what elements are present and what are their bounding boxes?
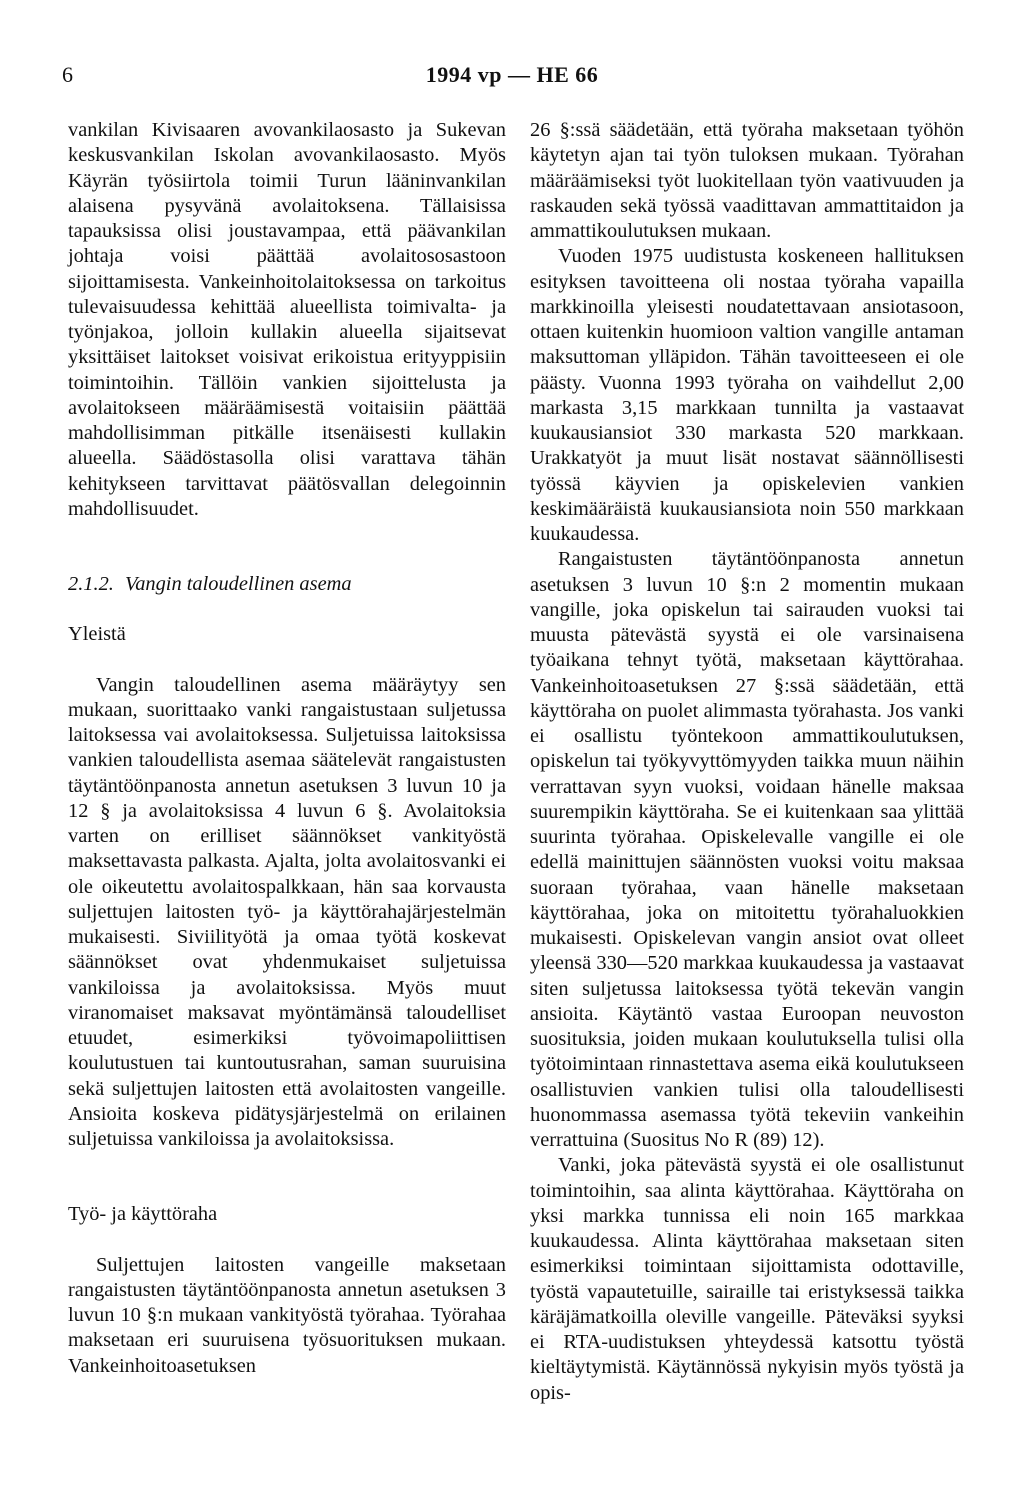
- paragraph-right-1: 26 §:ssä säädetään, että työraha maksetaan työhön käytetyn ajan tai työn tuloksen mukaan. Työrahan määräämiseksi työt luokitellaan työn vaativuuden ja raskauden sekä työssä vaadittavan ammattitaidon ja ammattikoulutuksen mukaan.: [530, 119, 964, 242]
- subheading-yleista: Yleistä: [68, 623, 126, 646]
- section-number: 2.1.2.: [68, 573, 114, 595]
- section-title: Vangin taloudellinen asema: [125, 573, 352, 595]
- paragraph-left-2: Vangin taloudellinen asema määräytyy sen mukaan, suorittaako vanki rangaistustaan suljetussa laitoksessa vai avolaitoksessa. Suljetuissa laitoksissa vankien taloudellista asemaa säätelevät rangaistusten täytäntöönpanosta annetun asetuksen 3 luvun 10 ja 12 § ja avolaitoksissa 4 luvun 6 §. Avolaitoksia varten on erilliset säännökset vankityöstä maksettavasta palkasta. Ajalta, jolta avolaitosvanki ei ole oikeutettu avolaitospalkkaan, hän saa korvausta suljettujen laitosten työ- ja käyttörahajärjestelmän mukaisesti. Siviilityötä ja omaa työtä koskevat säännökset ovat yhdenmukaiset suljetuissa vankiloissa ja avolaitoksissa. Myös muut viranomaiset maksavat myöntämänsä taloudelliset etuudet, esimerkiksi työvoimapoliittisen koulutustuen tai kuntoutusrahan, saman suuruisina sekä suljettujen laitosten että avolaitosten vangeille. Ansioita koskeva pidätysjärjestelmä on erilainen suljetuissa vankiloissa ja avolaitoksissa.: [68, 673, 506, 1150]
- paragraph-right-2: Vuoden 1975 uudistusta koskeneen hallituksen esityksen tavoitteena oli nostaa työraha vapailla markkinoilla yleisesti noudatettavaan ansiotasoon, ottaen kuitenkin huomioon valtion vangille antaman maksuttoman ylläpidon. Tähän tavoitteeseen ei ole päästy. Vuonna 1993 työraha on vaihdellut 2,00 markasta 3,15 markkaan tunnilta ja vastaavat kuukausiansiot 330 markasta 520 markkaan. Urakkatyöt ja muut lisät nostavat säännöllisesti työssä käyvien ja opiskelevien vankien keskimääräistä kuukausiansiota noin 550 markkaan kuukaudessa.: [530, 245, 964, 545]
- section-heading: [68, 572, 506, 597]
- paragraph-right-3: Rangaistusten täytäntöönpanosta annetun asetuksen 3 luvun 10 §:n 2 momentin mukaan vangille, joka opiskelun tai sairauden vuoksi tai muusta pätevästä syystä ei ole varsinaisena työaikana tehnyt työtä, maksetaan käyttörahaa. Vankeinhoitoasetuksen 27 §:ssä säädetään, että käyttöraha on puolet alimmasta työrahasta. Jos vanki ei osallistu työntekoon ammattikoulutuksen, opiskelun tai työkyvyttömyyden taikka muun näihin verrattavan syyn vuoksi, voidaan hänelle maksaa suurempikin käyttöraha. Se ei kuitenkaan saa ylittää suurinta työrahaa. Opiskelevalle vangille ei ole edellä mainittujen säännösten vuoksi voitu maksaa suoraan työrahaa, vaan hänelle maksetaan käyttörahaa, joka on mitoitettu työrahaluokkien mukaisesti. Opiskelevan vangin ansiot ovat olleet yleensä 330—520 markkaa kuukaudessa ja vastaavat siten suljetussa laitoksessa työtä tekevän vangin ansioita. Käytäntö vastaa Euroopan neuvoston suosituksia, joiden mukaan koulutuksella tulisi olla työtoimintaan rinnastettava asema eikä koulutukseen osallistuvien vankien tulisi olla taloudellisesti huonommassa asemassa työtä tekeviin vankeihin verrattuina (Suositus No R (89) 12).: [530, 548, 964, 1151]
- paragraph-left-3: Suljettujen laitosten vangeille maksetaan rangaistusten täytäntöönpanosta annetun asetuksen 3 luvun 10 §:n mukaan vankityöstä työrahaa. Työrahaa maksetaan eri suuruisena työsuorituksen mukaan. Vankeinhoitoasetuksen: [68, 1253, 506, 1377]
- left-column: [68, 118, 506, 1379]
- subheading-tyo-ja-kayttoraha: Työ- ja käyttöraha: [68, 1203, 218, 1226]
- paragraph-left-1: vankilan Kivisaaren avovankilaosasto ja Sukevan keskusvankilan Iskolan avovankilaosasto. Myös Käyrän työsiirtola toimii Turun lääninvankilan alaisena pysyvänä avolaitoksena. Tällaisissa tapauksissa olisi joustavampaa, että päävankilan johtaja voisi päättää avolaitososastoon sijoittamisesta. Vankeinhoitolaitoksessa on tarkoitus tulevaisuudessa kehittää alueellista toimivalta- ja työnjakoa, jolloin kullakin alueella sijaitsevat yksittäiset laitokset voisivat erikoistua erityyppisiin toimintoihin. Tällöin vankien sijoittelusta ja avolaitokseen määräämisestä voitaisiin päättää mahdollisimman pitkälle itsenäisesti kullakin alueella. Säädöstasolla olisi varattava tähän kehitykseen tarvittavat päätösvallan delegoinnin mahdollisuudet.: [68, 119, 506, 520]
- page-number: 6: [62, 62, 73, 87]
- page-header: [0, 62, 1024, 92]
- running-title: 1994 vp — HE 66: [425, 62, 599, 87]
- right-column: [530, 118, 964, 1406]
- paragraph-right-4: Vanki, joka pätevästä syystä ei ole osallistunut toimintoihin, saa alinta käyttörahaa. Käyttöraha on yksi markka tunnissa eli noin 165 markkaa kuukaudessa. Alinta käyttörahaa maksetaan siten esimerkiksi toimintaan sijoittamista odottaville, työstä vapautetuille, sairaille tai eristyksessä taikka käräjämatkoilla oleville vangeille. Päteväksi syyksi ei RTA-uudistuksen yhteydessä katsottu työstä kieltäytymistä. Käytännössä nykyisin myös työstä ja opis-: [530, 1154, 964, 1404]
